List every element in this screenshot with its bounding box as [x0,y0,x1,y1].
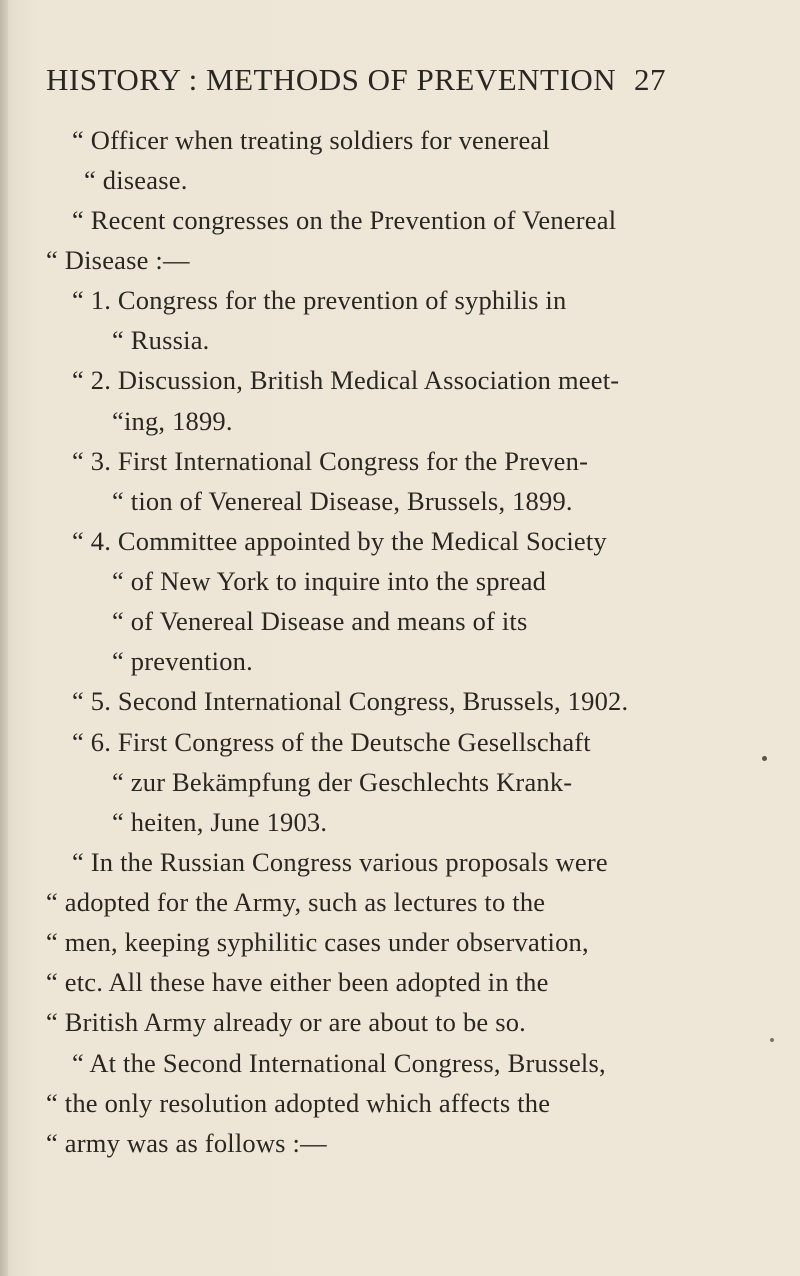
ink-speck [762,756,767,761]
text-line-13: “ of Venereal Disease and means of its [112,606,528,636]
text-line-18: “ heiten, June 1903. [112,807,328,837]
text-line-8: “ing, 1899. [112,406,233,436]
text-line-5: “ 1. Congress for the prevention of syphilis in [72,285,567,315]
text-line-12: “ of New York to inquire into the spread [112,566,547,596]
text-line-26: “ army was as follows :— [46,1128,327,1158]
page-number: 27 [634,62,666,97]
text-line-10: “ tion of Venereal Disease, Brussels, 1899. [112,486,573,516]
text-line-6: “ Russia. [112,325,210,355]
text-line-24: “ At the Second International Congress, Brussels, [72,1048,606,1078]
text-line-16: “ 6. First Congress of the Deutsche Gesellschaft [72,727,591,757]
text-line-14: “ prevention. [112,646,253,676]
header-title: HISTORY : METHODS OF PREVENTION [46,62,617,97]
text-line-25: “ the only resolution adopted which affects the [46,1088,551,1118]
text-line-19: “ In the Russian Congress various proposals were [72,847,608,877]
ink-speck [770,1038,774,1042]
text-line-7: “ 2. Discussion, British Medical Association meet- [72,365,620,395]
text-line-11: “ 4. Committee appointed by the Medical Society [72,526,607,556]
text-line-23: “ British Army already or are about to be so. [46,1007,526,1037]
page-spine-shadow [0,0,8,1276]
text-line-2: “ disease. [84,165,188,195]
text-line-4: “ Disease :— [46,245,190,275]
text-line-9: “ 3. First International Congress for the Preven- [72,446,589,476]
text-line-22: “ etc. All these have either been adopted in the [46,967,549,997]
text-line-17: “ zur Bekämpfung der Geschlechts Krank- [112,767,573,797]
text-line-3: “ Recent congresses on the Prevention of Venereal [72,205,617,235]
text-line-21: “ men, keeping syphilitic cases under observation, [46,927,589,957]
text-line-1: “ Officer when treating soldiers for venereal [72,125,550,155]
text-line-15: “ 5. Second International Congress, Brussels, 1902. [72,686,629,716]
text-line-20: “ adopted for the Army, such as lectures to the [46,887,546,917]
